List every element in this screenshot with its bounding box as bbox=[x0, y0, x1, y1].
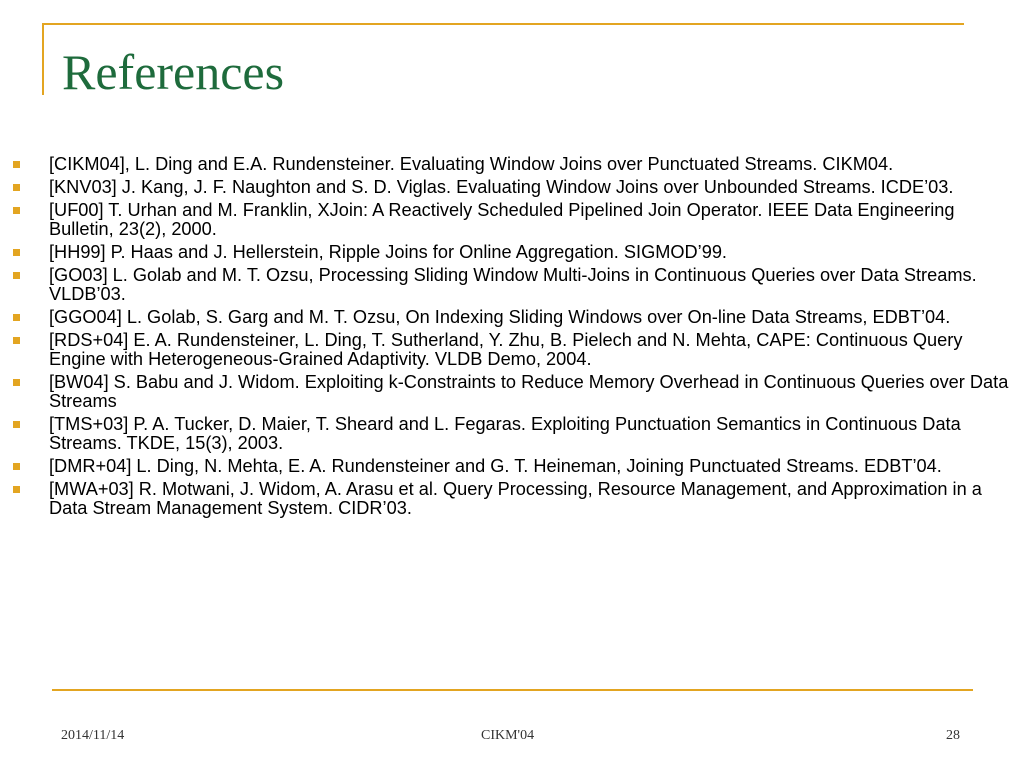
reference-text: [BW04] S. Babu and J. Widom. Exploiting k-Constraints to Reduce Memory Overhead in Continuous Queries over Data Streams bbox=[49, 372, 1009, 411]
square-bullet-icon bbox=[13, 486, 20, 493]
reference-item bbox=[0, 415, 1024, 453]
page-number: 28 bbox=[946, 728, 960, 743]
footer-conference: CIKM'04 bbox=[481, 728, 535, 743]
reference-item bbox=[0, 243, 1024, 262]
reference-item bbox=[0, 373, 1024, 411]
reference-item bbox=[0, 178, 1024, 197]
reference-item bbox=[0, 155, 1024, 174]
square-bullet-icon bbox=[13, 421, 20, 428]
reference-item bbox=[0, 331, 1024, 369]
reference-item bbox=[0, 308, 1024, 327]
footer-rule bbox=[52, 689, 973, 691]
reference-item bbox=[0, 457, 1024, 476]
reference-text: [GGO04] L. Golab, S. Garg and M. T. Ozsu, On Indexing Sliding Windows over On-line Data Streams, EDBT’04. bbox=[49, 307, 951, 327]
reference-item bbox=[0, 201, 1024, 239]
reference-text: [GO03] L. Golab and M. T. Ozsu, Processing Sliding Window Multi-Joins in Continuous Queries over Data Streams. VLDB’03. bbox=[49, 265, 977, 304]
reference-text: [RDS+04] E. A. Rundensteiner, L. Ding, T. Sutherland, Y. Zhu, B. Pielech and N. Mehta, CAPE: Continuous Query Engine with Heterogeneous-Grained Adaptivity. VLDB Demo, 2004. bbox=[49, 330, 963, 369]
reference-item bbox=[0, 266, 1024, 304]
square-bullet-icon bbox=[13, 379, 20, 386]
square-bullet-icon bbox=[13, 207, 20, 214]
square-bullet-icon bbox=[13, 249, 20, 256]
footer-date: 2014/11/14 bbox=[61, 728, 125, 743]
square-bullet-icon bbox=[13, 463, 20, 470]
reference-text: [HH99] P. Haas and J. Hellerstein, Ripple Joins for Online Aggregation. SIGMOD’99. bbox=[49, 242, 727, 262]
square-bullet-icon bbox=[13, 314, 20, 321]
title-frame-top-rule bbox=[42, 23, 964, 25]
title-frame-left-rule bbox=[42, 23, 44, 95]
reference-text: [UF00] T. Urhan and M. Franklin, XJoin: A Reactively Scheduled Pipelined Join Operator. IEEE Data Engineering Bulletin, 23(2), 2000. bbox=[49, 200, 955, 239]
reference-text: [MWA+03] R. Motwani, J. Widom, A. Arasu et al. Query Processing, Resource Management, and Approximation in a Data Stream Management System. CIDR’03. bbox=[49, 479, 982, 518]
reference-text: [KNV03] J. Kang, J. F. Naughton and S. D. Viglas. Evaluating Window Joins over Unbounded Streams. ICDE’03. bbox=[49, 177, 954, 197]
reference-item bbox=[0, 480, 1024, 518]
reference-text: [DMR+04] L. Ding, N. Mehta, E. A. Rundensteiner and G. T. Heineman, Joining Punctuated Streams. EDBT’04. bbox=[49, 456, 942, 476]
square-bullet-icon bbox=[13, 272, 20, 279]
reference-text: [CIKM04], L. Ding and E.A. Rundensteiner. Evaluating Window Joins over Punctuated Streams. CIKM04. bbox=[49, 154, 894, 174]
slide-title: References bbox=[62, 44, 285, 100]
square-bullet-icon bbox=[13, 161, 20, 168]
reference-list bbox=[0, 155, 1024, 522]
reference-text: [TMS+03] P. A. Tucker, D. Maier, T. Sheard and L. Fegaras. Exploiting Punctuation Semantics in Continuous Data Streams. TKDE, 15(3), 2003. bbox=[49, 414, 961, 453]
square-bullet-icon bbox=[13, 184, 20, 191]
square-bullet-icon bbox=[13, 337, 20, 344]
